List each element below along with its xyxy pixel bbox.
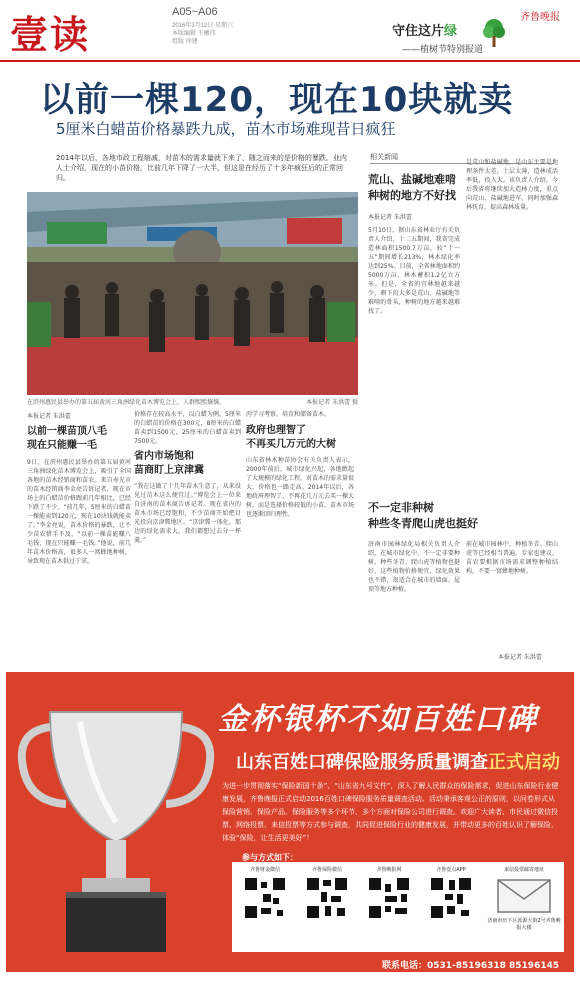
sub-headline: 5厘米白蜡苗价格暴跌九成，苗木市场难现昔日疯狂: [56, 120, 396, 138]
expo-photo-illustration: [27, 192, 358, 395]
ad-slogan: 金杯银杯不如百姓口碑: [218, 702, 538, 737]
envelope-icon: [497, 879, 551, 913]
qr-label: 齐鲁财金微信: [249, 867, 280, 873]
topic-title-text: 守住这片: [392, 24, 445, 39]
col4-text-2: 济南市园林绿化局相关负责人介绍，在城市绿化中，不一定非要种树，种些冬青、爬山虎等植物也挺好。这些植物价格便宜，绿化效果也不错，很适合在城市的墙面、屋顶等地方种植。: [368, 541, 460, 593]
sidebar-heading-2: 不一定非种树 种些冬青爬山虎也挺好: [368, 501, 478, 530]
related-news-title: 荒山、盐碱地难啃 种树的地方不好找: [368, 173, 456, 202]
qr-label: 齐鲁晚报网: [376, 867, 402, 873]
participation-label: 参与方式如下：: [242, 853, 298, 862]
col4-text: 5月10日，据山东省林业厅有关负责人介绍，十二五期间，我省完成造林面积1500.7万亩，较“十一五”期间增长213%，林木绿化率达到25%。目前，全省林地面积约5000万亩，林木蓄积1.2亿立方米。但是，全省的宜林地越来越少，剩下的大多是荒山、盐碱地等难啃的骨头，种树的地方越来越难找了。: [368, 227, 460, 315]
page-range: A05~A06: [172, 6, 218, 18]
qr-label: 齐鲁保险微信: [311, 867, 342, 873]
qr-code-icon[interactable]: [429, 876, 473, 920]
section-brand: 壹读: [10, 12, 91, 57]
photo-caption-text: 在滨州惠民县举办的第五届黄河三角洲绿化苗木博览会上，人群熙熙攘攘。: [27, 399, 226, 406]
topic-title-highlight: 绿: [444, 24, 458, 39]
col5-text-2: 前在城市园林中，种植冬青、爬山虎等已经相当普遍。专家也建议，苗农要根据市场需求调整种植结构，不要一窝蜂地种树。: [466, 541, 558, 575]
qr-panel: [232, 862, 564, 952]
article-lede: 2014年以后，各地市政工程缩减，对苗木的需求量就下来了，随之而来的是价格的暴跌。业内人士介绍，现在的小苗价格，比前几年下降了一大半，但这是在经历了十多年疯狂后的正常回归。: [56, 154, 347, 182]
qr-code-icon[interactable]: [367, 876, 411, 920]
col2-text-a: 价格存在较高水平，以白蜡为例，5厘米的白蜡苗的价格在300元，8厘米的白蜡苗卖到1500元，25厘米的白蜡苗卖到7500元。: [134, 411, 241, 445]
sidebar-byline-2: 本报记者 朱洪蕾: [498, 654, 542, 661]
qr-item: [236, 866, 294, 920]
col1-text: 9日，在滨州惠民县举办的第五届黄河三角洲绿化苗木博览会上，吸引了全国各地的苗木经销商和苗农。来自寿光市的苗木经销商李金亮告诉记者，现在市场上的白蜡苗价格跟前几年相比，已经下跌了不少。“前几年，5厘米的白蜡苗一棵能卖到120元，现在10块钱就能卖了。”李金亮说，苗木价格的暴跌，让不少苗农措手不及。“以前一棵苗能赚八毛钱，现在只能赚一毛钱。”他说，前几年苗木价格高，很多人一窝蜂地种树，导致现在苗木供过于求。: [27, 459, 131, 565]
survey-title: [236, 748, 560, 774]
survey-title-text: 山东百姓口碑保险服务质量调查: [236, 752, 488, 773]
meta-layout: 组版 徐建: [172, 39, 198, 45]
edition-meta: [172, 22, 233, 46]
photo-caption: [27, 397, 358, 407]
related-news-tag: 相关新闻: [370, 152, 554, 164]
ad-body-text: 为进一步贯彻落实“保险新国十条”、“山东省九号文件”，深入了解人民群众的保险需求，促进山东保险行业健康发展，齐鲁晚报正式启动2016百姓口碑保险服务质量调查活动。活动秉承客观公正的原则，以问卷形式从保险营销、保险产品、保险服务等多个环节、多个方面对保险公司进行调查。欢迎广大读者、市民通过微信投票、网络投票、来信投票等方式参与调查，共同促进保险行业的健康发展，并带动更多的百姓认识了解保险，体验“保险，让生活更美好”！: [222, 782, 559, 842]
qr-item: [360, 866, 418, 920]
trophy-icon: [10, 692, 222, 967]
meta-date: 2016年3月12日 星期六: [172, 23, 234, 29]
mail-address: 济南市历下区泺源大街2号齐鲁晚报大楼: [487, 918, 561, 931]
contact-hotline: 联系电话：0531-85196318 85196145: [382, 961, 560, 971]
newspaper-logo: 齐鲁晚报: [520, 12, 560, 23]
special-topic-subtitle: ——植树节特别报道: [402, 45, 484, 55]
survey-title-highlight: 正式启动: [488, 752, 560, 773]
article-byline: 本报记者 朱洪蕾: [27, 413, 71, 420]
tree-icon: [482, 18, 506, 48]
qr-label: 齐鲁壹点APP: [436, 867, 466, 873]
col1-heading: 以前一棵苗顶八毛 现在只能赚一毛: [27, 426, 107, 451]
mail-label: 来信投票邮寄地址: [503, 867, 544, 873]
masthead: [0, 0, 580, 62]
related-byline: 本报记者 朱洪蕾: [368, 214, 412, 221]
col5-text: 是荒山和盐碱地，是山东主要是地理条件太差，土层太薄，造林成活率低，投入大。该负责人介绍，今后我省将继续加大造林力度，重点向荒山、盐碱地进军，同时加强森林抚育，提高森林质量。: [466, 159, 558, 211]
photo-credit: 本报记者 朱洪蕾 摄: [306, 399, 358, 406]
main-headline: 以前一棵120，现在10块就卖: [40, 80, 514, 120]
col2-heading: 省内市场饱和 苗商盯上京津冀: [134, 451, 204, 476]
col3-text-b: 山东省林木种苗协会有关负责人表示，2000年前后，城市绿化兴起，各地掀起了大规模的绿化工程，对苗木的需求量很大，价格也一路走高。2014年以后，各地政府理智了，不再花几万元去买一棵大树，而是选择价格较低的小苗，苗木市场也逐渐回归理性。: [246, 457, 354, 518]
special-topic-title: [392, 20, 457, 39]
qr-item: [298, 866, 356, 920]
col2-text-b: “我在这做了十几年苗木生意了，从来没见过苗木这么便宜过。”博览会上一位来自济南的苗木商告诉记者。现在省内的苗木市场已经饱和，不少苗商开始把目光投向京津冀地区。“京津冀一体化，那边的绿化需求大，我们都想过去分一杯羹。”: [134, 483, 241, 544]
expo-photo: [27, 192, 358, 395]
qr-code-icon[interactable]: [305, 876, 349, 920]
col3-text-a: 丙学习考察，培育和储备苗木。: [246, 411, 331, 418]
meta-editor: 本版编辑 王曦伟: [172, 31, 216, 37]
qr-code-icon[interactable]: [243, 876, 287, 920]
col3-heading: 政府也理智了 不再买几万元的大树: [246, 425, 336, 450]
mail-vote: [486, 866, 562, 931]
qr-item: [422, 866, 480, 920]
insurance-survey-ad: [6, 672, 574, 972]
